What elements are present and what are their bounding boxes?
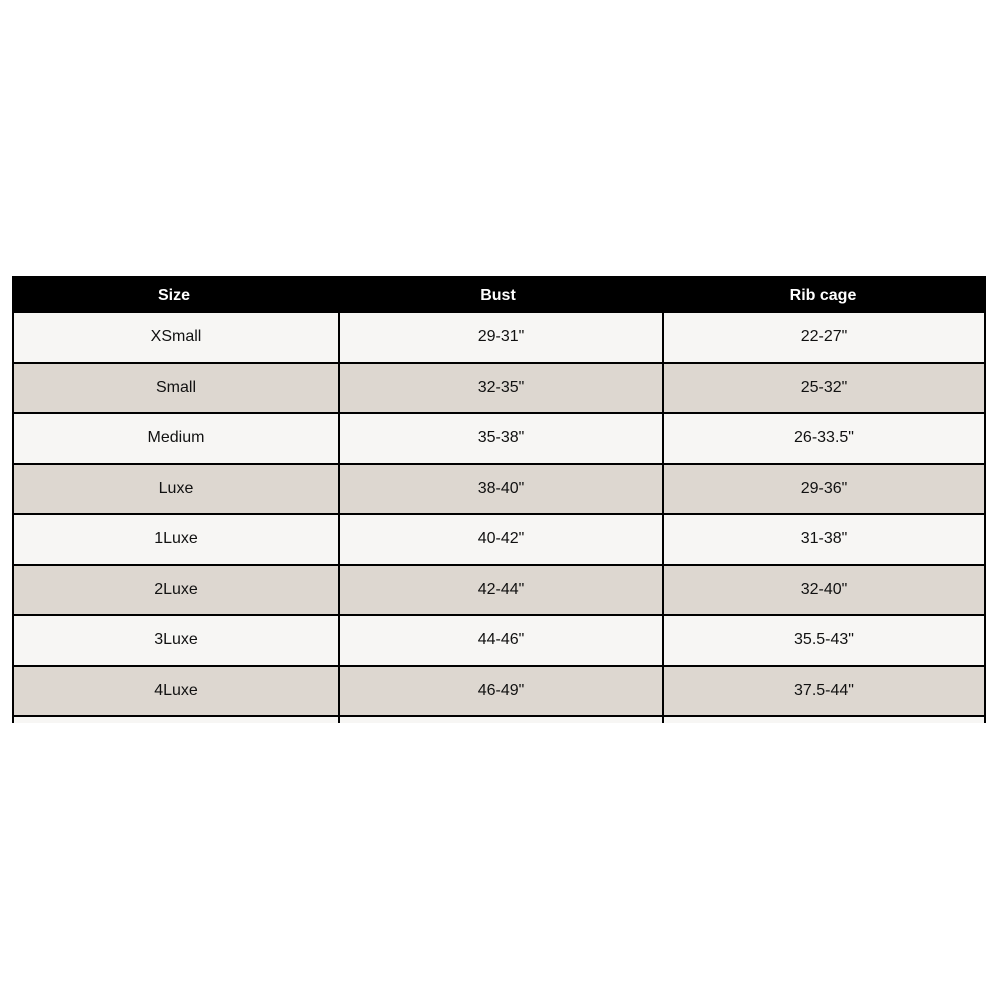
cell-empty [662, 717, 984, 723]
cell-rib-cage: 26-33.5" [662, 414, 984, 463]
table-row-cutoff [14, 717, 984, 723]
table-row [14, 414, 984, 465]
table-header [12, 276, 986, 313]
table-row [14, 465, 984, 516]
cell-rib-cage: 25-32" [662, 364, 984, 413]
cell-bust: 42-44" [338, 566, 662, 615]
cell-empty [338, 717, 662, 723]
cell-size: 3Luxe [154, 631, 198, 649]
table-row [14, 616, 984, 667]
cell-rib-cage: 29-36" [662, 465, 984, 514]
cell-bust: 35-38" [338, 414, 662, 463]
table-body [12, 313, 986, 723]
cell-rib-cage: 32-40" [662, 566, 984, 615]
cell-size: 4Luxe [154, 681, 198, 699]
table-row [14, 313, 984, 364]
cell-bust: 46-49" [338, 667, 662, 716]
header-size: Size [157, 286, 190, 304]
table-row [14, 364, 984, 415]
table-row [14, 515, 984, 566]
cell-rib-cage: 35.5-43" [662, 616, 984, 665]
header-rib-cage: Rib cage [789, 286, 857, 304]
cell-size: Luxe [158, 479, 194, 497]
cell-size: Small [155, 378, 196, 396]
table-row [14, 566, 984, 617]
cell-rib-cage: 31-38" [662, 515, 984, 564]
cell-size: 2Luxe [154, 580, 198, 598]
table-row [14, 667, 984, 718]
cell-bust: 29-31" [338, 313, 662, 362]
cell-size: 1Luxe [154, 530, 198, 548]
cell-rib-cage: 22-27" [662, 313, 984, 362]
header-bust: Bust [480, 286, 516, 304]
size-chart-table [12, 276, 986, 723]
cell-rib-cage: 37.5-44" [662, 667, 984, 716]
cell-bust: 32-35" [338, 364, 662, 413]
cell-bust: 44-46" [338, 616, 662, 665]
cell-size: Medium [147, 429, 205, 447]
cell-size: XSmall [150, 328, 202, 346]
cell-bust: 38-40" [338, 465, 662, 514]
cell-bust: 40-42" [338, 515, 662, 564]
cell-empty [14, 717, 338, 723]
